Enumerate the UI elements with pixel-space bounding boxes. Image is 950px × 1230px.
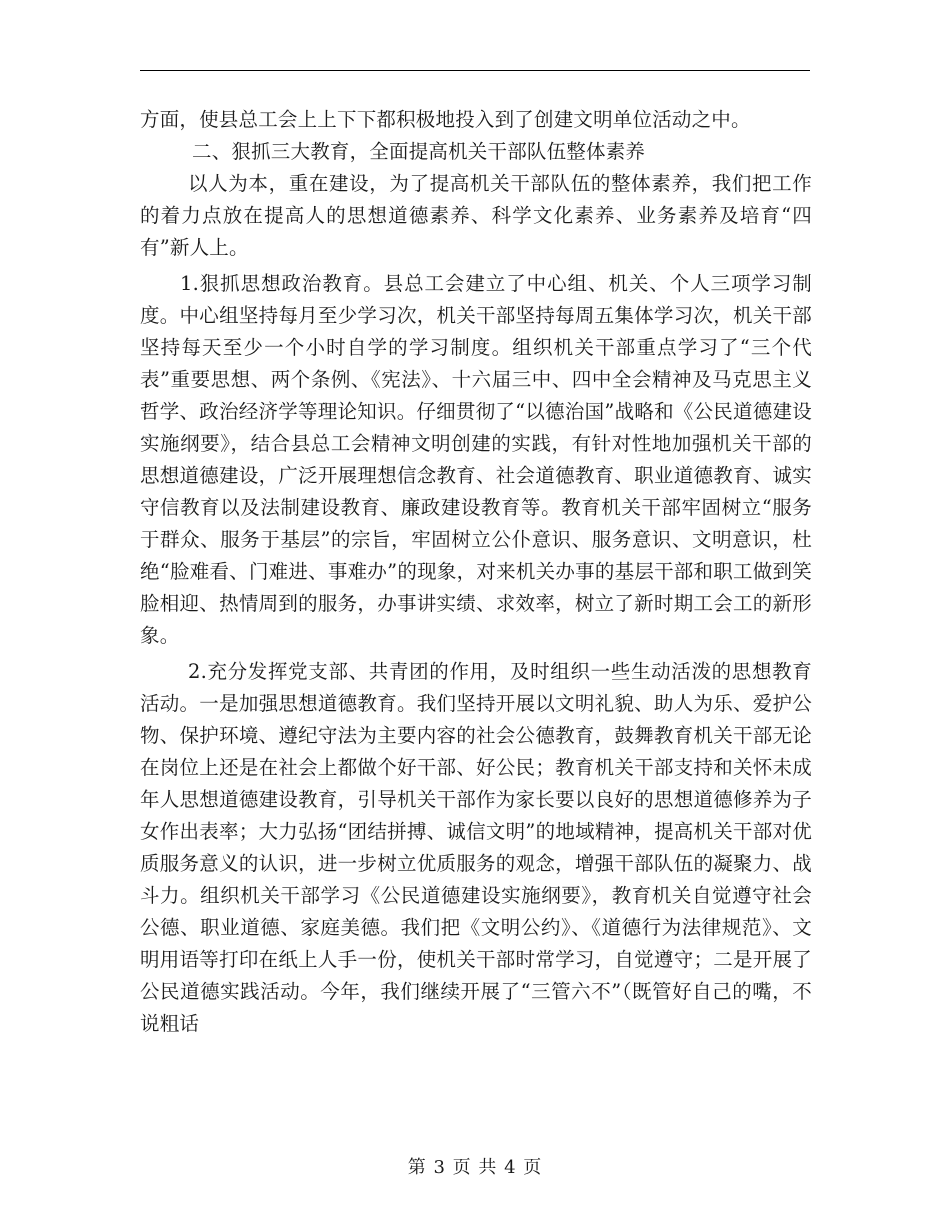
paragraph-continuation: 方面，使县总工会上上下下都积极地投入到了创建文明单位活动之中。 [140,108,751,131]
paragraph-item-1: 1.狠抓思想政治教育。县总工会建立了中心组、机关、个人三项学习制度。中心组坚持每月至少学习次，机关干部坚持每周五集体学习次，机关干部坚持每天至少一个小时自学的学习制度。组织机关干部重点学习了“三个代表”重要思想、两个条例、《宪法》、十六届三中、四中全会精神及马克思主义哲学、政治经济学等理论知识。仔细贯彻了“以德治国”战略和《公民道德建设实施纲要》，结合县总工会精神文明创建的实践，有针对性地加强机关干部的思想道德建设，广泛开展理想信念教育、社会道德教育、职业道德教育、诚实守信教育以及法制建设教育、廉政建设教育等。教育机关干部牢固树立“服务于群众、服务于基层”的宗旨，牢固树立公仆意识、服务意识、文明意识，杜绝“脸难看、门难进、事难办”的现象，对来机关办事的基层干部和职工做到笑脸相迎、热情周到的服务，办事讲实绩、求效率，树立了新时期工会工的新形象。 [140,272,812,647]
section-heading: 二、狠抓三大教育，全面提高机关干部队伍整体素养 [192,140,646,163]
document-body [140,104,812,1040]
paragraph-item-2: 2.充分发挥党支部、共青团的作用，及时组织一些生动活泼的思想教育活动。一是加强思想道德教育。我们坚持开展以文明礼貌、助人为乐、爱护公物、保护环境、遵纪守法为主要内容的社会公德教育，鼓舞教育机关干部无论在岗位上还是在社会上都做个好干部、好公民；教育机关干部支持和关怀未成年人思想道德建设教育，引导机关干部作为家长要以良好的思想道德修养为子女作出表率；大力弘扬“团结拼搏、诚信文明”的地域精神，提高机关干部对优质服务意义的认识，进一步树立优质服务的观念，增强干部队伍的凝聚力、战斗力。组织机关干部学习《公民道德建设实施纲要》，教育机关自觉遵守社会公德、职业道德、家庭美德。我们把《文明公约》、《道德行为法律规范》、文明用语等打印在纸上人手一份，使机关干部时常学习，自觉遵守；二是开展了公民道德实践活动。今年，我们继续开展了“三管六不”（既管好自己的嘴，不说粗话 [140,660,812,1035]
page-number: 第 3 页 共 4 页 [407,1157,543,1178]
header-rule [140,70,810,71]
paragraph-intro: 以人为本，重在建设，为了提高机关干部队伍的整体素养，我们把工作的着力点放在提高人的思想道德素养、科学文化素养、业务素养及培育“四有”新人上。 [140,172,812,259]
